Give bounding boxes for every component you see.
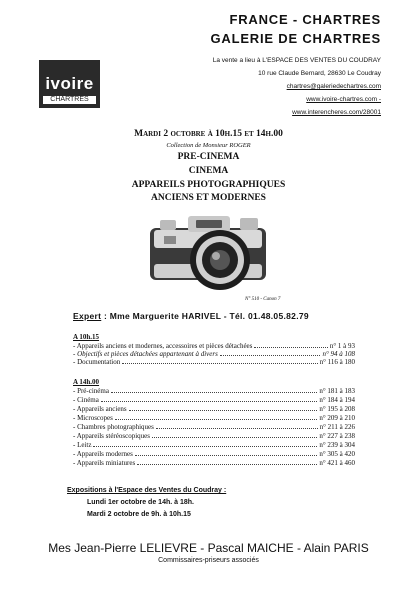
list-item: - Objectifs et pièces détachées appartenant à divers n° 94 à 108 (73, 350, 355, 358)
address-line: 10 rue Claude Bernard, 28630 Le Coudray (258, 70, 381, 77)
list-item: - Pré-cinéma n° 181 à 183 (73, 387, 355, 395)
header-title-1: FRANCE - CHARTRES (229, 12, 381, 27)
topic-cinema: CINEMA (188, 166, 229, 176)
logo-name: ivoire (45, 74, 94, 93)
exposition-line-2: Mardi 2 octobre de 9h. à 10h.15 (87, 511, 191, 518)
list-item: - Microscopes n° 209 à 210 (73, 414, 355, 422)
camera-photo (148, 202, 270, 296)
venue-line: La vente a lieu à L'ESPACE DES VENTES DU COUDRAY (212, 57, 381, 64)
auctioneer-role: Commissaires-priseurs associés (158, 557, 259, 564)
header-title-2: GALERIE DE CHARTRES (210, 31, 381, 46)
session1-heading: A 10h.15 (73, 333, 100, 341)
photo-caption: N° 510 - Canon 7 (245, 297, 281, 302)
list-item: - Appareils modernes n° 305 à 420 (73, 450, 355, 458)
website-link-2[interactable]: www.interencheres.com/28001 (292, 109, 381, 116)
email-link[interactable]: chartres@galeriedechartres.com (286, 83, 381, 90)
collection-line: Collection de Monsieur ROGER (166, 142, 251, 149)
topic-appareils: APPAREILS PHOTOGRAPHIQUES (131, 180, 286, 190)
list-item: - Chambres photographiques n° 211 à 226 (73, 423, 355, 431)
list-item: - Appareils stéréoscopiques n° 227 à 238 (73, 432, 355, 440)
list-item: - Cinéma n° 184 à 194 (73, 396, 355, 404)
ivoire-logo (39, 60, 100, 108)
list-item: - Appareils anciens n° 195 à 208 (73, 405, 355, 413)
auctioneer-names: Mes Jean-Pierre LELIEVRE - Pascal MAICHE - Alain PARIS (48, 541, 369, 555)
list-item: - Appareils miniatures n° 421 à 460 (73, 459, 355, 467)
topic-anciens-modernes: ANCIENS ET MODERNES (151, 193, 266, 203)
session2-heading: A 14h.00 (73, 378, 100, 386)
expert-line (73, 311, 309, 321)
sale-date: Mardi 2 octobre à 10h.15 et 14h.00 (134, 129, 283, 139)
exposition-line-1: Lundi 1er octobre de 14h. à 18h. (87, 499, 194, 506)
list-item: - Appareils anciens et modernes, accessoires et pièces détachées n° 1 à 93 (73, 342, 355, 350)
expert-text: : Mme Marguerite HARIVEL - Tél. 01.48.05.82.79 (103, 311, 309, 321)
topic-pre-cinema: PRE-CINEMA (177, 152, 240, 162)
list-item: - Documentation n° 116 à 180 (73, 358, 355, 366)
website-link-1[interactable]: www.ivoire-chartres.com - (306, 96, 381, 103)
expert-label: Expert (73, 311, 102, 321)
list-item: - Leitz n° 239 à 304 (73, 441, 355, 449)
logo-city: CHARTRES (43, 96, 96, 104)
expositions-heading: Expositions à l'Espace des Ventes du Coudray : (67, 487, 227, 494)
